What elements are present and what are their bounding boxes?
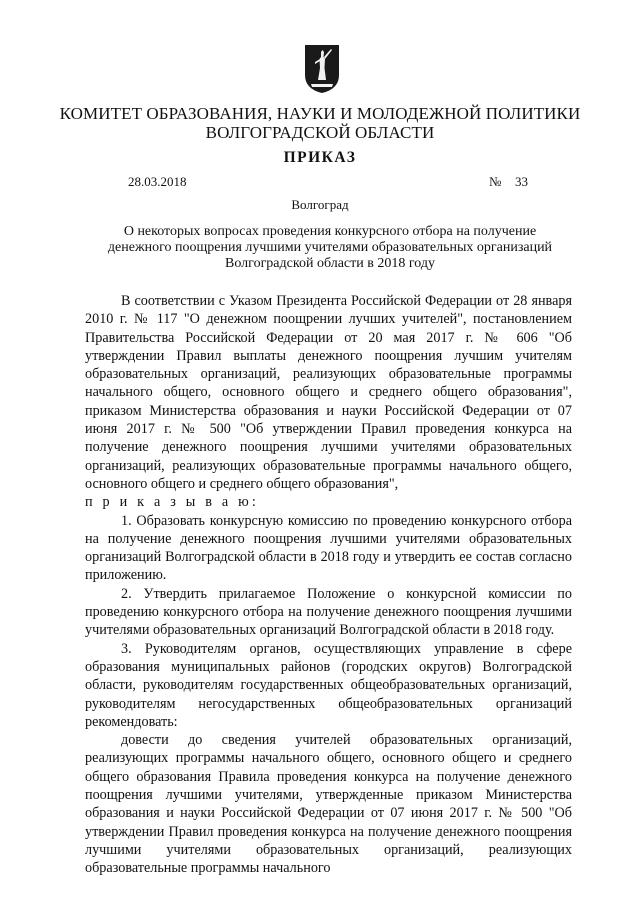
subject-line2: денежного поощрения лучшими учителями образовательных организаций [107, 240, 553, 255]
document-body [85, 292, 572, 878]
coat-of-arms-icon [304, 44, 340, 94]
document-date: 28.03.2018 [128, 174, 187, 189]
document-number-label: № [489, 174, 502, 189]
document-subject [80, 224, 580, 272]
organization-name-line1: КОМИТЕТ ОБРАЗОВАНИЯ, НАУКИ И МОЛОДЕЖНОЙ ПОЛИТИКИ [59, 104, 581, 123]
organization-name-line2: ВОЛГОГРАДСКОЙ ОБЛАСТИ [205, 123, 435, 142]
document-city: Волгоград [291, 197, 349, 212]
item-3-paragraph: 3. Руководителям органов, осуществляющих управление в сфере образования муниципальных районов (городских округов) Волгоградской области, руководителям государственных общеобразовательных организаций, руководителям негосударственных общеобразовательных организаций рекомендовать: [85, 640, 572, 730]
subject-line3: Волгоградской области в 2018 году [225, 256, 435, 271]
order-word: п р и к а з ы в а ю: [85, 494, 260, 511]
subject-line1: О некоторых вопросах проведения конкурсного отбора на получение [123, 224, 537, 239]
item-1-paragraph: 1. Образовать конкурсную комиссию по проведению конкурсного отбора на получение денежного поощрения лучшими учителями образовательных организаций Волгоградской области в 2018 году и утвердить ее состав согласно приложению. [85, 512, 572, 584]
document-type-title: ПРИКАЗ [283, 149, 357, 166]
item-3-sub-paragraph: довести до сведения учителей образовательных организаций, реализующих программы начального общего, основного общего и среднего общего образования Правила проведения конкурса на получение денежного поощрения лучшими учителями, утвержденные приказом Министерства образования и науки Российской Федерации от 07 июня 2017 г. № 500 "Об утверждении Правил проведения конкурса на получение денежного поощрения лучшими учителями образовательных организаций, реализующих образовательные программы начального [85, 732, 572, 877]
item-2-paragraph: 2. Утвердить прилагаемое Положение о конкурсной комиссии по проведению конкурсного отбора на получение денежного поощрения лучшими учителями образовательных организаций Волгоградской области в 2018 году. [85, 585, 572, 639]
document-number: 33 [515, 174, 528, 189]
preamble-paragraph: В соответствии с Указом Президента Российской Федерации от 28 января 2010 г. № 117 "О денежном поощрении лучших учителей", постановлением Правительства Российской Федерации от 20 мая 2017 г. № 606 "Об утверждении Правил выплаты денежного поощрения лучшим учителям образовательных организаций, реализующих образовательные программы начального общего, основного общего и среднего общего образования", приказом Министерства образования и науки Российской Федерации от 07 июня 2017 г. № 500 "Об утверждении Правил проведения конкурса на получение денежного поощрения лучшими учителями образовательных организаций, реализующих образовательные программы начального общего, основного общего и среднего общего образования", [85, 293, 572, 492]
